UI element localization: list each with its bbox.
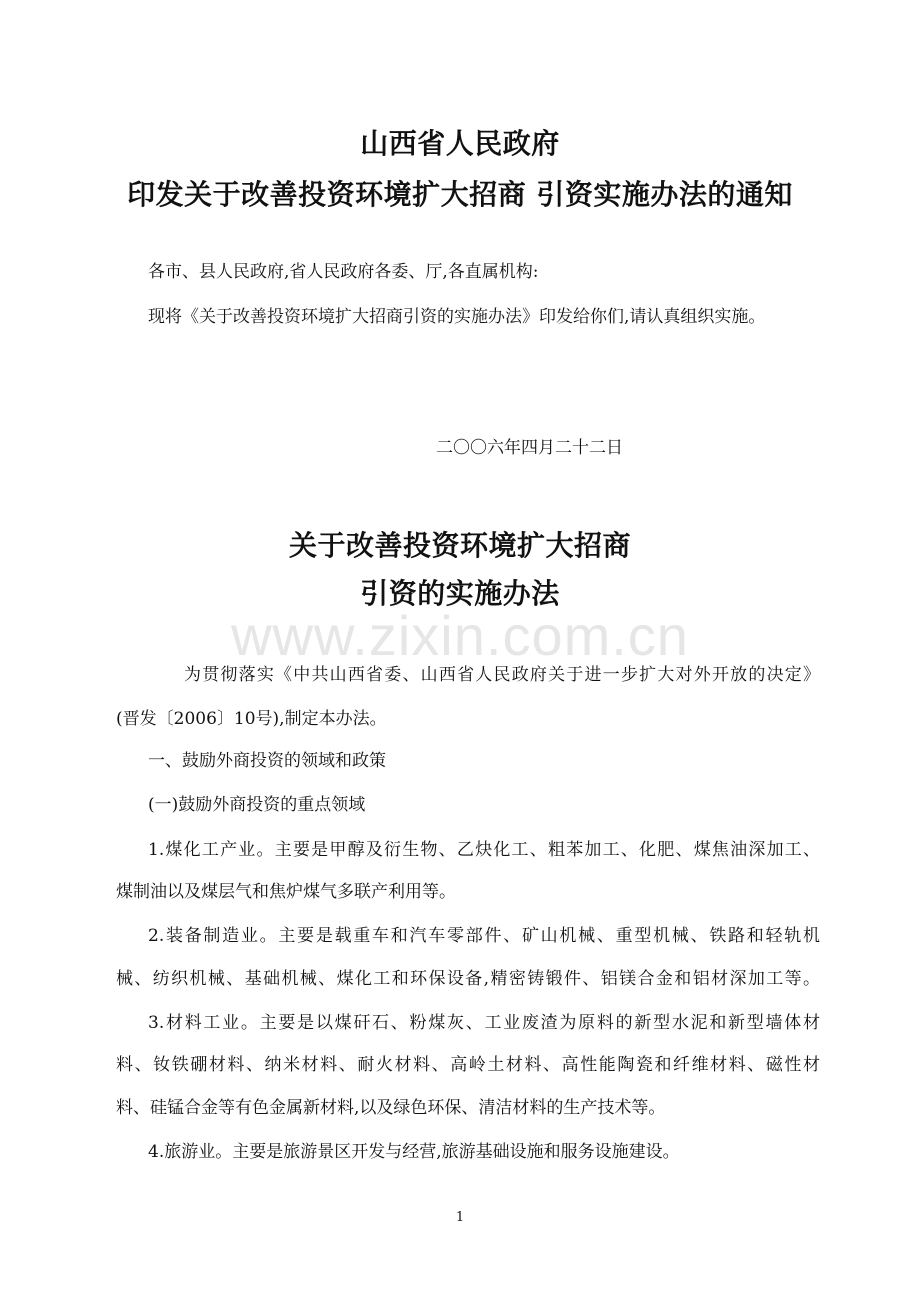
watermark-text: www.zixin.com.cn [231,604,689,667]
item3-line2: 料、钕铁硼材料、纳米材料、耐火材料、高岭土材料、高性能陶瓷和纤维材料、磁性材 [116,1055,820,1075]
item2-line2: 械、纺织机械、基础机械、煤化工和环保设备,精密铸锻件、铝镁合金和铝材深加工等。 [116,969,820,989]
intro-paragraph-line1: 为贯彻落实《中共山西省委、山西省人民政府关于进一步扩大对外开放的决定》 [184,665,820,685]
section-heading: 一、鼓励外商投资的领域和政策 [148,751,386,771]
measures-title-line2: 引资的实施办法 [360,577,560,610]
item1-line1: 1.煤化工产业。主要是甲醇及衍生物、乙炔化工、粗苯加工、化肥、煤焦油深加工、 [148,840,820,860]
addressee: 各市、县人民政府,省人民政府各委、厅,各直属机构: [148,262,539,282]
item2-line1: 2.装备制造业。主要是载重车和汽车零部件、矿山机械、重型机械、铁路和轻轨机 [148,926,820,946]
item3-line3: 料、硅锰合金等有色金属新材料,以及绿色环保、清洁材料的生产技术等。 [116,1098,666,1118]
measures-title-line1: 关于改善投资环境扩大招商 [288,529,631,562]
notice-message: 现将《关于改善投资环境扩大招商引资的实施办法》印发给你们,请认真组织实施。 [148,307,766,327]
item1-line2: 煤制油以及煤层气和焦炉煤气多联产利用等。 [116,882,456,902]
item4-line1: 4.旅游业。主要是旅游景区开发与经营,旅游基础设施和服务设施建设。 [148,1142,680,1162]
notice-title-line1: 山西省人民政府 [360,127,560,160]
subsection-heading: (一)鼓励外商投资的重点领域 [148,795,366,815]
page-number: 1 [455,1210,465,1225]
issue-date: 二〇〇六年四月二十二日 [436,438,623,458]
intro-paragraph-line2: (晋发〔2006〕10号),制定本办法。 [116,709,387,729]
notice-title-line2: 印发关于改善投资环境扩大招商 引资实施办法的通知 [127,178,793,211]
item3-line1: 3.材料工业。主要是以煤矸石、粉煤灰、工业废渣为原料的新型水泥和新型墙体材 [148,1013,820,1033]
